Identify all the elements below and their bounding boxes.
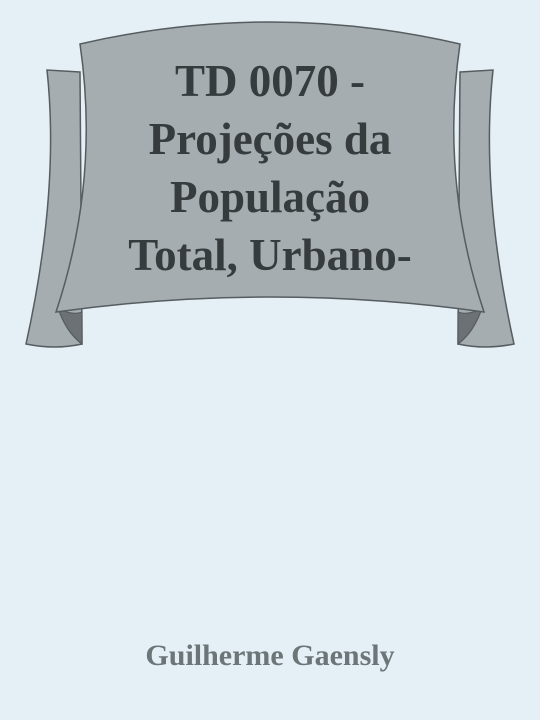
- title-line: Projeções da: [148, 114, 392, 164]
- title-line: Total, Urbano-: [128, 230, 412, 280]
- book-title: [80, 52, 460, 284]
- book-author: Guilherme Gaensly: [145, 639, 395, 672]
- title-line: TD 0070 -: [175, 56, 365, 106]
- title-line: População: [169, 172, 371, 222]
